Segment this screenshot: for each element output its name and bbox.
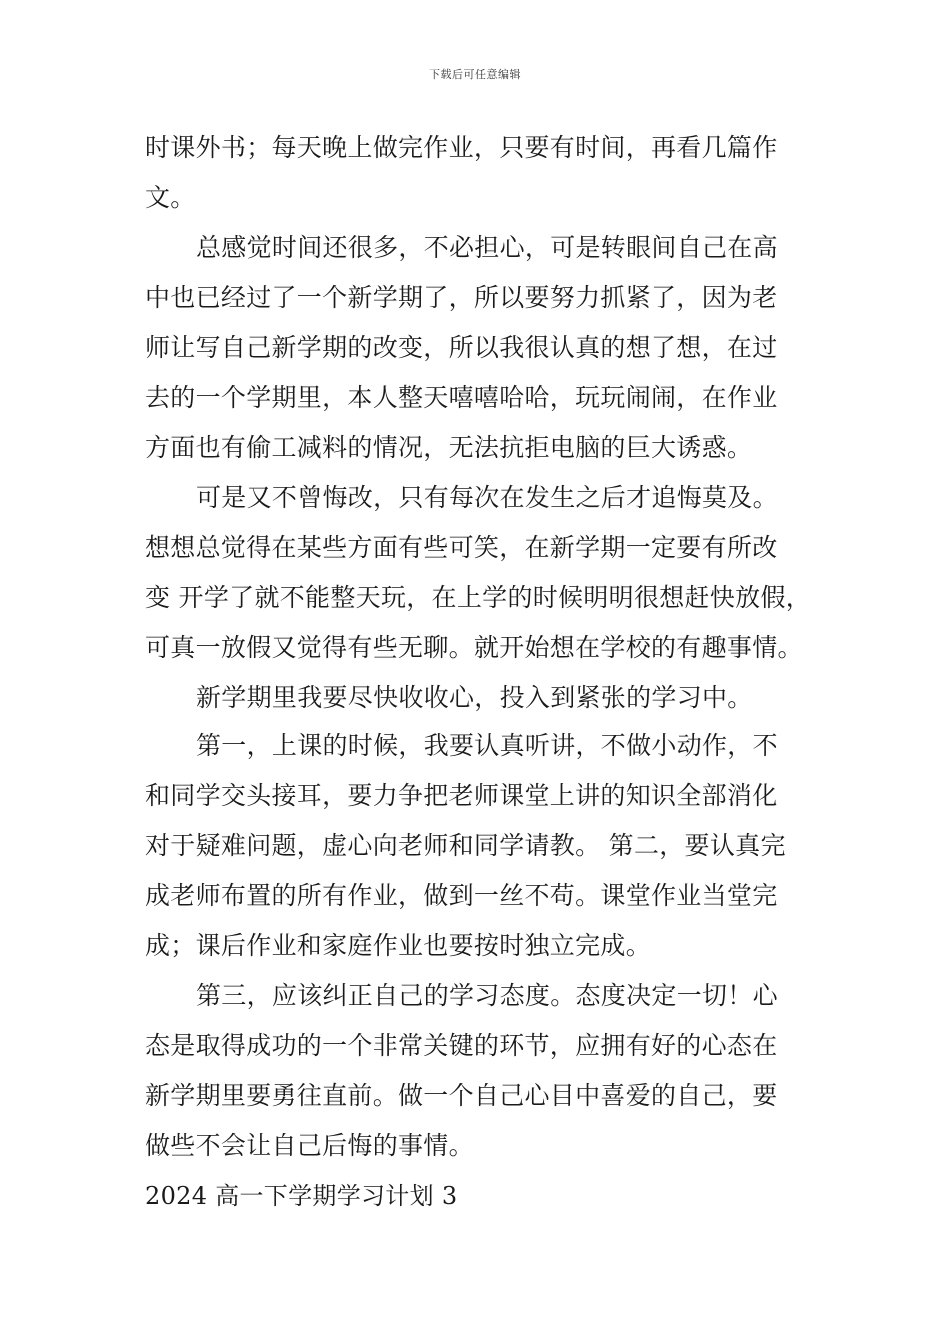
text-line: 时课外书；每天晚上做完作业，只要有时间，再看几篇作 bbox=[145, 133, 778, 162]
text-line: 中也已经过了一个新学期了，所以要努力抓紧了，因为老 bbox=[145, 283, 778, 312]
paragraph-first-line: 可是又不曾悔改，只有每次在发生之后才追悔莫及。 bbox=[196, 483, 778, 512]
text-line: 成老师布置的所有作业，做到一丝不苟。课堂作业当堂完 bbox=[145, 881, 778, 910]
page-header-note: 下载后可任意编辑 bbox=[429, 68, 521, 81]
paragraph-first-line: 新学期里我要尽快收收心，投入到紧张的学习中。 bbox=[196, 683, 753, 712]
text-line: 可真一放假又觉得有些无聊。就开始想在学校的有趣事情。 bbox=[145, 633, 803, 662]
text-line: 新学期里要勇往直前。做一个自己心目中喜爱的自己，要 bbox=[145, 1081, 778, 1110]
paragraph-first-line: 总感觉时间还很多，不必担心，可是转眼间自己在高 bbox=[196, 233, 778, 262]
text-line: 师让写自己新学期的改变，所以我很认真的想了想，在过 bbox=[145, 333, 778, 362]
text-line: 和同学交头接耳，要力争把老师课堂上讲的知识全部消化 bbox=[145, 781, 778, 810]
text-line: 做些不会让自己后悔的事情。 bbox=[145, 1131, 474, 1160]
section-title: 2024 高一下学期学习计划 3 bbox=[145, 1182, 458, 1210]
text-line: 想想总觉得在某些方面有些可笑，在新学期一定要有所改 bbox=[145, 533, 778, 562]
text-line: 文。 bbox=[145, 183, 196, 212]
paragraph-first-line: 第三，应该纠正自己的学习态度。态度决定一切！心 bbox=[196, 981, 778, 1010]
text-line: 态是取得成功的一个非常关键的环节，应拥有好的心态在 bbox=[145, 1031, 778, 1060]
text-line: 变 开学了就不能整天玩，在上学的时候明明很想赶快放假， bbox=[145, 583, 812, 612]
text-line: 方面也有偷工减料的情况，无法抗拒电脑的巨大诱惑。 bbox=[145, 433, 753, 462]
text-line: 成；课后作业和家庭作业也要按时独立完成。 bbox=[145, 931, 652, 960]
paragraph-first-line: 第一，上课的时候，我要认真听讲，不做小动作，不 bbox=[196, 731, 778, 760]
text-line: 对于疑难问题，虚心向老师和同学请教。 第二，要认真完 bbox=[145, 831, 786, 860]
text-line: 去的一个学期里，本人整天嘻嘻哈哈，玩玩闹闹，在作业 bbox=[145, 383, 778, 412]
